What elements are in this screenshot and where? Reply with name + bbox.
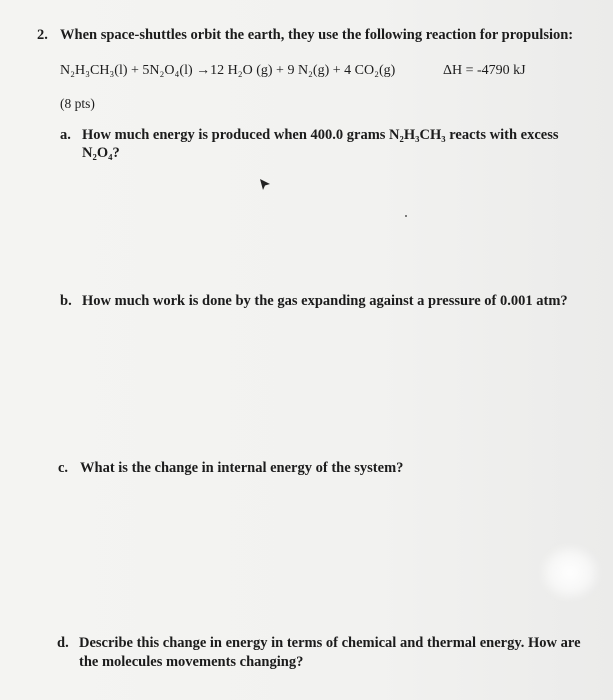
part-c-text: What is the change in internal energy of the system? [80, 460, 404, 476]
question-intro: When space-shuttles orbit the earth, they use the following reaction for propulsion: [60, 27, 574, 43]
reaction-equation: N₂H₃CH₃(l) + 5N₂O₄(l) →12 H₂O (g) + 9 N₂(g) + 4 CO₂(g) [60, 63, 396, 78]
part-c-letter: c. [58, 460, 69, 476]
enthalpy-value: ΔH = -4790 kJ [443, 63, 526, 78]
part-d-text-line1: Describe this change in energy in terms of chemical and thermal energy. How are [79, 635, 581, 651]
part-b-text: How much work is done by the gas expanding against a pressure of 0.001 atm? [82, 293, 568, 309]
pen-dot [405, 215, 407, 217]
part-a-text-line1: How much energy is produced when 400.0 grams N₂H₃CH₃ reacts with excess [82, 127, 559, 143]
points-label: (8 pts) [60, 96, 95, 111]
question-number: 2. [37, 27, 48, 43]
part-d-text-line2: the molecules movements changing? [79, 654, 304, 670]
photo-glare [540, 545, 600, 600]
part-d-letter: d. [57, 635, 69, 651]
part-a-letter: a. [60, 127, 71, 143]
cursor-arrow-icon [258, 178, 272, 192]
part-b-letter: b. [60, 293, 72, 309]
part-a-text-line2: N₂O₄? [82, 145, 120, 161]
